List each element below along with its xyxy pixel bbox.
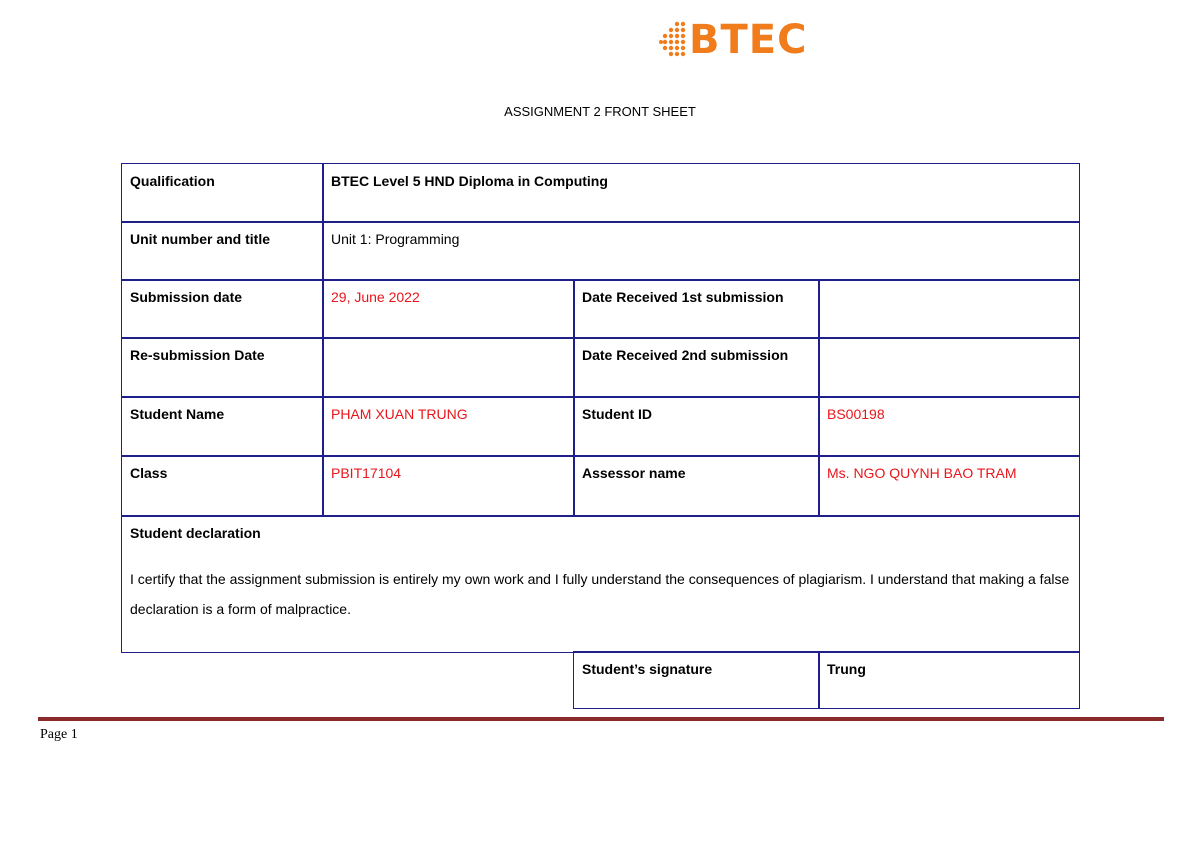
unit-label: Unit number and title — [121, 221, 324, 281]
student-id-label: Student ID — [573, 396, 820, 457]
submission-date-label: Submission date — [121, 279, 324, 339]
date-received-1-value — [818, 279, 1080, 339]
student-name-value: PHAM XUAN TRUNG — [322, 396, 575, 457]
date-received-2-label: Date Received 2nd submission — [573, 337, 820, 398]
student-name-label: Student Name — [121, 396, 324, 457]
class-label: Class — [121, 455, 324, 517]
btec-dots-icon — [657, 20, 687, 60]
signature-value: Trung — [818, 651, 1080, 709]
class-value: PBIT17104 — [322, 455, 575, 517]
declaration-text: I certify that the assignment submission is entirely my own work and I fully understand the consequences of plagiarism. I understand that making a false declaration is a form of malpractice. — [130, 571, 1070, 617]
date-received-2-value — [818, 337, 1080, 398]
unit-value: Unit 1: Programming — [322, 221, 1080, 281]
student-id-value: BS00198 — [818, 396, 1080, 457]
btec-logo-text: BTEC — [689, 17, 808, 63]
submission-date-value: 29, June 2022 — [322, 279, 575, 339]
resubmission-date-label: Re-submission Date — [121, 337, 324, 398]
footer-divider — [38, 717, 1164, 721]
qualification-label: Qualification — [121, 163, 324, 223]
front-sheet-table — [121, 163, 1080, 709]
btec-logo — [657, 18, 807, 62]
page-title: ASSIGNMENT 2 FRONT SHEET — [504, 104, 696, 119]
signature-label: Student’s signature — [573, 651, 820, 709]
assessor-value: Ms. NGO QUYNH BAO TRAM — [818, 455, 1080, 517]
page-number: Page 1 — [40, 727, 78, 742]
declaration-label: Student declaration — [130, 525, 261, 541]
assessor-label: Assessor name — [573, 455, 820, 517]
resubmission-date-value — [322, 337, 575, 398]
date-received-1-label: Date Received 1st submission — [573, 279, 820, 339]
student-declaration — [121, 515, 1080, 653]
qualification-value: BTEC Level 5 HND Diploma in Computing — [322, 163, 1080, 223]
